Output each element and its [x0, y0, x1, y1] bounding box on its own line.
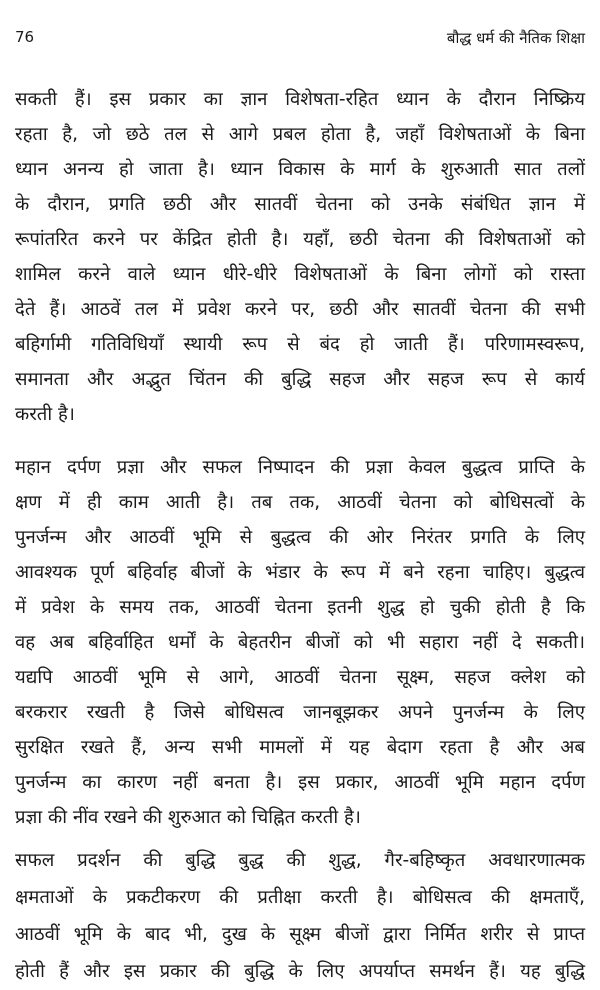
text-line: आठवीं भूमि के बाद भी, दुख के सूक्ष्म बीजों द्वारा निर्मित शरीर से प्राप्त: [15, 924, 585, 945]
page-number: 76: [15, 28, 35, 46]
text-line: सफल प्रदर्शन की बुद्धि बुद्ध की शुद्ध, गैर-बहिष्कृत अवधारणात्मक: [15, 850, 585, 871]
text-line: रहता है, जो छठे तल से आगे प्रबल होता है, जहाँ विशेषताओं के बिना: [15, 124, 585, 145]
page-header: [15, 28, 585, 52]
text-line: समानता और अद्भुत चिंतन की बुद्धि सहज और सहज रूप से कार्य: [15, 369, 585, 390]
text-line: पुनर्जन्म और आठवीं भूमि से बुद्धत्व की ओर निरंतर प्रगति के लिए: [15, 527, 585, 548]
text-line: महान दर्पण प्रज्ञा और सफल निष्पादन की प्रज्ञा केवल बुद्धत्व प्राप्ति के: [15, 457, 585, 478]
text-line: यद्यपि आठवीं भूमि से आगे, आठवीं चेतना सूक्ष्म, सहज क्लेश को: [15, 667, 585, 688]
text-line: प्रज्ञा की नींव रखने की शुरुआत को चिह्नित करती है।: [15, 807, 361, 828]
text-line: बरकरार रखती है जिसे बोधिसत्व जानबूझकर अपने पुनर्जन्म के लिए: [15, 702, 585, 723]
text-line: वह अब बहिर्वाहित धर्मों के बेहतरीन बीजों को भी सहारा नहीं दे सकती।: [15, 632, 585, 653]
text-line: शामिल करने वाले ध्यान धीरे-धीरे विशेषताओं के बिना लोगों को रास्ता: [15, 264, 585, 285]
text-line: बहिर्गामी गतिविधियाँ स्थायी रूप से बंद हो जाती हैं। परिणामस्वरूप,: [15, 334, 585, 355]
text-line: देते हैं। आठवें तल में प्रवेश करने पर, छठी और सातवीं चेतना की सभी: [15, 299, 585, 320]
paragraph-1: [15, 82, 585, 432]
text-line: रूपांतरित करने पर केंद्रित होती है। यहाँ, छठी चेतना की विशेषताओं को: [15, 229, 585, 250]
text-line: पुनर्जन्म का कारण नहीं बनता है। इस प्रकार, आठवीं भूमि महान दर्पण: [15, 772, 585, 793]
text-line: के दौरान, प्रगति छठी और सातवीं चेतना को उनके संबंधित ज्ञान में: [15, 194, 585, 215]
text-line: क्षण में ही काम आती है। तब तक, आठवीं चेतना को बोधिसत्वों के: [15, 492, 585, 513]
paragraph-3: [15, 842, 585, 990]
text-line: ध्यान अनन्य हो जाता है। ध्यान विकास के मार्ग के शुरुआती सात तलों: [15, 159, 585, 180]
text-line: में प्रवेश के समय तक, आठवीं चेतना इतनी शुद्ध हो चुकी होती है कि: [15, 597, 585, 618]
text-line: करती है।: [15, 404, 75, 425]
running-title: बौद्ध धर्म की नैतिक शिक्षा: [446, 29, 585, 47]
text-line: होती हैं और इस प्रकार की बुद्धि के लिए अपर्याप्त समर्थन हैं। यह बुद्धि: [15, 961, 585, 982]
paragraph-2: [15, 450, 585, 835]
text-line: सुरक्षित रखते हैं, अन्य सभी मामलों में यह बेदाग रहता है और अब: [15, 737, 585, 758]
text-line: सकती हैं। इस प्रकार का ज्ञान विशेषता-रहित ध्यान के दौरान निष्क्रिय: [15, 89, 585, 110]
text-line: आवश्यक पूर्ण बहिर्वाह बीजों के भंडार के रूप में बने रहना चाहिए। बुद्धत्व: [15, 562, 585, 583]
text-line: क्षमताओं के प्रकटीकरण की प्रतीक्षा करती है। बोधिसत्व की क्षमताएँ,: [15, 887, 585, 908]
